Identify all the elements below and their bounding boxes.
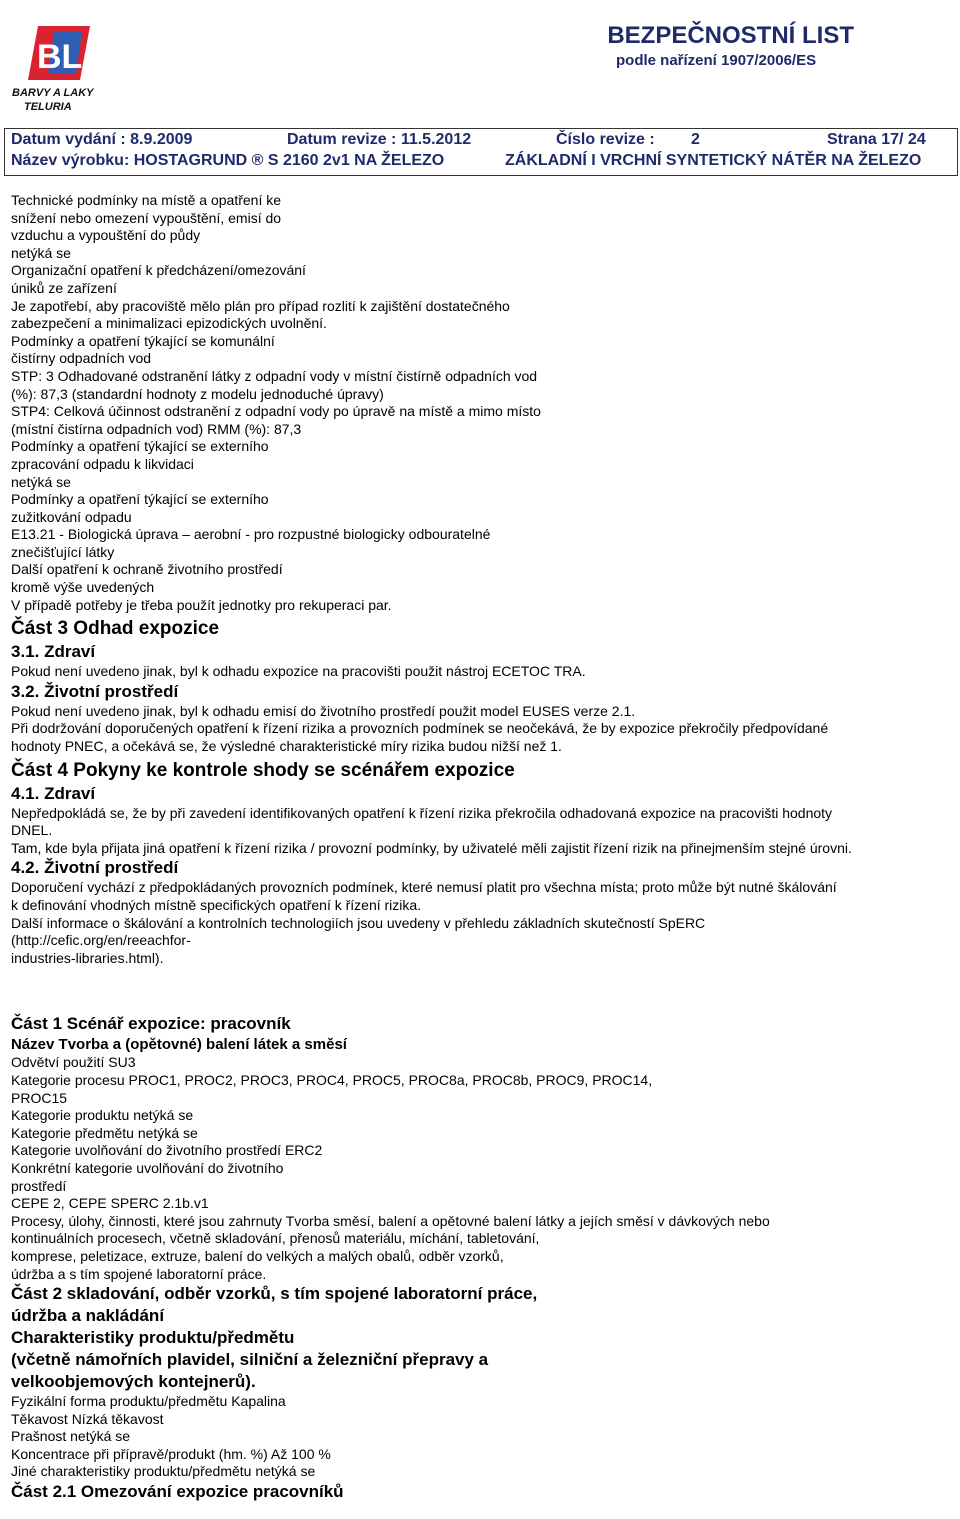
text-line: Podmínky a opatření týkající se externího bbox=[11, 438, 269, 455]
text-line: (%): 87,3 (standardní hodnoty z modelu jednoduché úpravy) bbox=[11, 385, 384, 402]
text-line: Jiné charakteristiky produktu/předmětu netýká se bbox=[11, 1463, 316, 1480]
text-line: PROC15 bbox=[11, 1089, 68, 1106]
text-line: Fyzikální forma produktu/předmětu Kapalina bbox=[11, 1393, 286, 1410]
text-line: netýká se bbox=[11, 244, 71, 261]
section-heading: 4.2. Životní prostředí bbox=[11, 858, 179, 878]
text-line: Podmínky a opatření týkající se externího bbox=[11, 491, 269, 508]
section-heading: 3.2. Životní prostředí bbox=[11, 681, 179, 701]
text-line: zpracování odpadu k likvidaci bbox=[11, 455, 194, 472]
text-line: Tam, kde byla přijata jiná opatření k řízení rizika / provozní podmínky, by uživatelé měli zajistit řízení rizik na přinejmenším stejné úrovni. bbox=[11, 839, 852, 856]
product-name: Název výrobku: HOSTAGRUND ® S 2160 2v1 NA ŽELEZO bbox=[11, 152, 445, 169]
text-line: Je zapotřebí, aby pracoviště mělo plán pro případ rozlití k zajištění dostatečného bbox=[11, 297, 510, 314]
text-line: Kategorie předmětu netýká se bbox=[11, 1124, 198, 1141]
section-heading: 4.1. Zdraví bbox=[11, 783, 96, 803]
text-line: Procesy, úlohy, činnosti, které jsou zahrnuty Tvorba směsí, balení a opětovné balení látky a jejích směsí v dávkových nebo bbox=[11, 1212, 770, 1229]
revision-number-label: Číslo revize : bbox=[556, 131, 655, 148]
section-heading: 3.1. Zdraví bbox=[11, 642, 96, 662]
text-line: prostředí bbox=[11, 1177, 67, 1194]
product-description: ZÁKLADNÍ I VRCHNÍ SYNTETICKÝ NÁTĚR NA ŽELEZO bbox=[505, 152, 922, 169]
text-line: CEPE 2, CEPE SPERC 2.1b.v1 bbox=[11, 1195, 209, 1212]
text-line: Odvětví použití SU3 bbox=[11, 1054, 136, 1071]
text-line: Kategorie uvolňování do životního prostředí ERC2 bbox=[11, 1142, 323, 1159]
text-line: Podmínky a opatření týkající se komunální bbox=[11, 332, 275, 349]
text-line: čistírny odpadních vod bbox=[11, 350, 152, 367]
text-line: Koncentrace při přípravě/produkt (hm. %) Až 100 % bbox=[11, 1445, 331, 1462]
text-line: komprese, peletizace, extruze, balení do velkých a malých obalů, odběr vzorků, bbox=[11, 1247, 504, 1264]
section-heading: Část 2.1 Omezování expozice pracovníků bbox=[11, 1482, 344, 1502]
text-line: vzduchu a vypouštění do půdy bbox=[11, 227, 201, 244]
text-line: Nepředpokládá se, že by při zavedení identifikovaných opatření k řízení rizika překročila odhadovaná expozice na pracovišti hodnoty bbox=[11, 804, 833, 821]
text-line: zabezpečení a minimalizaci epizodických uvolnění. bbox=[11, 315, 327, 332]
section-heading: Část 4 Pokyny ke kontrole shody se scénářem expozice bbox=[11, 759, 515, 781]
section-heading: Část 2 skladování, odběr vzorků, s tím spojené laboratorní práce, bbox=[11, 1284, 538, 1304]
text-line: Pokud není uvedeno jinak, byl k odhadu emisí do životního prostředí použit model EUSES verze 2.1. bbox=[11, 702, 636, 719]
text-line: DNEL. bbox=[11, 822, 53, 839]
logo-line2: TELURIA bbox=[24, 101, 72, 113]
section-heading: údržba a nakládání bbox=[11, 1306, 165, 1326]
text-line: Kategorie procesu PROC1, PROC2, PROC3, PROC4, PROC5, PROC8a, PROC8b, PROC9, PROC14, bbox=[11, 1071, 653, 1088]
page-number: Strana 17/ 24 bbox=[827, 131, 926, 148]
text-line: Organizační opatření k předcházení/omezování bbox=[11, 262, 306, 279]
text-line: E13.21 - Biologická úprava – aerobní - pro rozpustné biologicky odbouratelné bbox=[11, 526, 491, 543]
text-line: STP: 3 Odhadované odstranění látky z odpadní vody v místní čistírně odpadních vod bbox=[11, 367, 538, 384]
document-body bbox=[11, 192, 951, 1503]
section-gap bbox=[11, 967, 951, 1013]
text-line: znečišťující látky bbox=[11, 543, 115, 560]
section-heading: Charakteristiky produktu/předmětu bbox=[11, 1328, 295, 1348]
document-title: BEZPEČNOSTNÍ LIST bbox=[607, 22, 854, 49]
text-line: Doporučení vychází z předpokládaných provozních podmínek, které nemusí platit pro všechna místa; proto může být nutné škálování bbox=[11, 879, 837, 896]
text-line: industries-libraries.html). bbox=[11, 949, 164, 966]
text-line: netýká se bbox=[11, 473, 71, 490]
text-line: kontinuálních procesech, včetně skladování, přenosů materiálu, míchání, tabletování, bbox=[11, 1230, 540, 1247]
company-logo bbox=[10, 18, 120, 113]
text-line: údržba a s tím spojené laboratorní práce. bbox=[11, 1265, 267, 1282]
text-line: Prašnost netýká se bbox=[11, 1428, 131, 1445]
revision-date: Datum revize : 11.5.2012 bbox=[287, 131, 472, 148]
document-header bbox=[4, 128, 958, 176]
text-line: (místní čistírna odpadních vod) RMM (%): 87,3 bbox=[11, 420, 302, 437]
text-line: hodnoty PNEC, a očekává se, že výsledné charakteristické míry rizika budou nižší než 1. bbox=[11, 738, 562, 755]
logo-line1: BARVY A LAKY bbox=[12, 87, 94, 99]
text-line: Při dodržování doporučených opatření k řízení rizika a provozních podmínek se neočekává, že by expozice překročily předpovídané bbox=[11, 720, 829, 737]
text-line: kromě výše uvedených bbox=[11, 579, 155, 596]
text-line: Těkavost Nízká těkavost bbox=[11, 1410, 164, 1427]
section-heading: Část 3 Odhad expozice bbox=[11, 618, 220, 640]
section-heading: Část 1 Scénář expozice: pracovník bbox=[11, 1014, 291, 1034]
text-line: Kategorie produktu netýká se bbox=[11, 1107, 194, 1124]
section-heading: velkoobjemových kontejnerů). bbox=[11, 1372, 256, 1392]
text-line: k definování vhodných místně specifických opatření k řízení rizika. bbox=[11, 897, 422, 913]
logo-letters: BL bbox=[37, 38, 83, 76]
text-line: snížení nebo omezení vypouštění, emisí do bbox=[11, 209, 282, 226]
text-line: Další informace o škálování a kontrolních technologiích jsou uvedeny v přehledu základních skutečností SpERC bbox=[11, 914, 706, 931]
document-subtitle: podle nařízení 1907/2006/ES bbox=[616, 52, 817, 69]
revision-number: 2 bbox=[691, 131, 700, 148]
section-heading: (včetně námořních plavidel, silniční a železniční přepravy a bbox=[11, 1350, 489, 1370]
text-line: zužitkování odpadu bbox=[11, 508, 132, 525]
text-line: STP4: Celková účinnost odstranění z odpadní vody po úpravě na místě a mimo místo bbox=[11, 403, 541, 420]
text-line: (http://cefic.org/en/reeachfor- bbox=[11, 932, 191, 949]
text-line: Další opatření k ochraně životního prostředí bbox=[11, 561, 283, 578]
text-line: Technické podmínky na místě a opatření ke bbox=[11, 192, 282, 208]
section-heading: Název Tvorba a (opětovné) balení látek a směsí bbox=[11, 1036, 347, 1054]
text-line: Konkrétní kategorie uvolňování do životního bbox=[11, 1159, 284, 1176]
text-line: úniků ze zařízení bbox=[11, 279, 117, 296]
text-line: Pokud není uvedeno jinak, byl k odhadu expozice na pracovišti použit nástroj ECETOC TRA. bbox=[11, 663, 586, 680]
text-line: V případě potřeby je třeba použít jednotky pro rekuperaci par. bbox=[11, 596, 392, 613]
issue-date: Datum vydání : 8.9.2009 bbox=[11, 131, 193, 148]
